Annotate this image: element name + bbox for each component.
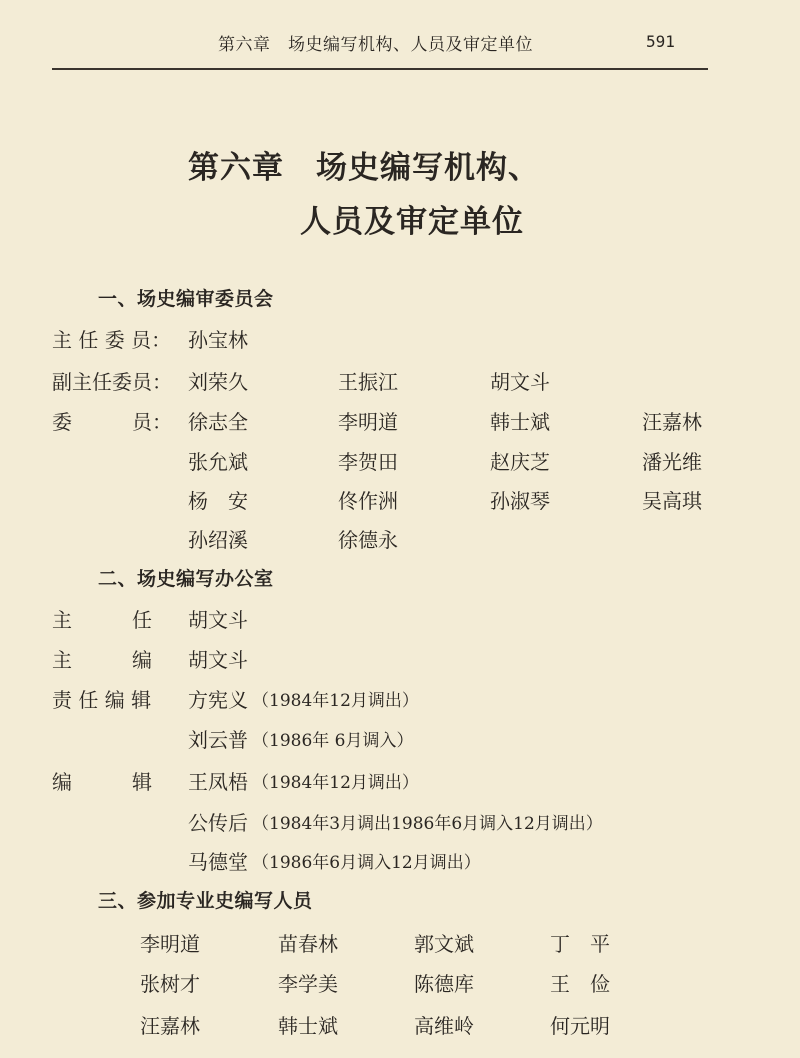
person-name: 李学美 (278, 972, 338, 996)
person-name: 郭文斌 (414, 932, 474, 956)
person-name: 高维岭 (414, 1014, 474, 1038)
person-name: 王凤梧 (188, 770, 248, 794)
person-name: 徐志全 (188, 410, 248, 434)
person-name: 丁 平 (550, 932, 610, 956)
person-name: 韩士斌 (278, 1014, 338, 1038)
person-name: 吴高琪 (642, 489, 702, 513)
person-name: 李贺田 (338, 450, 398, 474)
transfer-note: （1984年3月调出1986年6月调入12月调出） (252, 814, 603, 834)
page-number: 591 (646, 32, 675, 51)
person-name: 胡文斗 (188, 608, 248, 632)
person-name: 孙绍溪 (188, 528, 248, 552)
person-name: 苗春林 (278, 932, 338, 956)
person-name: 公传后 (188, 811, 248, 835)
person-name: 汪嘉林 (140, 1014, 200, 1038)
person-name: 刘云普 (188, 728, 248, 752)
person-name: 方宪义 (188, 688, 248, 712)
header-rule (52, 68, 708, 70)
person-name: 孙宝林 (188, 328, 248, 352)
person-name: 何元明 (550, 1014, 610, 1038)
transfer-note: （1986年 6月调入） (252, 731, 414, 751)
person-name: 李明道 (140, 932, 200, 956)
person-name: 潘光维 (642, 450, 702, 474)
person-name: 王振江 (338, 370, 398, 394)
transfer-note: （1984年12月调出） (252, 773, 419, 793)
chapter-title-line1: 第六章 场史编写机构、 (188, 150, 540, 186)
person-name: 佟作洲 (338, 489, 398, 513)
role-label-director: 主 任 委 员： (52, 328, 172, 352)
person-name: 汪嘉林 (642, 410, 702, 434)
role-label-member: 委 员： (52, 410, 172, 434)
person-name: 赵庆芝 (490, 450, 550, 474)
role-label-editor: 编 辑 (52, 770, 152, 794)
transfer-note: （1984年12月调出） (252, 691, 419, 711)
role-label-office-director: 主 任 (52, 608, 152, 632)
chapter-title-line2: 人员及审定单位 (300, 204, 524, 240)
person-name: 孙淑琴 (490, 489, 550, 513)
role-label-chief-editor: 主 编 (52, 648, 152, 672)
role-label-responsible-editor: 责 任 编 辑 (52, 688, 152, 712)
person-name: 徐德永 (338, 528, 398, 552)
person-name: 胡文斗 (188, 648, 248, 672)
person-name: 王 俭 (550, 972, 610, 996)
person-name: 马德堂 (188, 850, 248, 874)
section-heading-writers: 三、参加专业史编写人员 (98, 890, 313, 912)
transfer-note: （1986年6月调入12月调出） (252, 853, 481, 873)
section-heading-office: 二、场史编写办公室 (98, 568, 274, 590)
person-name: 刘荣久 (188, 370, 248, 394)
section-heading-committee: 一、场史编审委员会 (98, 288, 274, 310)
running-head: 第六章 场史编写机构、人员及审定单位 (218, 35, 533, 55)
role-label-deputy-director: 副主任委员： (52, 370, 172, 394)
person-name: 张允斌 (188, 450, 248, 474)
person-name: 张树才 (140, 972, 200, 996)
person-name: 胡文斗 (490, 370, 550, 394)
person-name: 李明道 (338, 410, 398, 434)
person-name: 韩士斌 (490, 410, 550, 434)
person-name: 陈德库 (414, 972, 474, 996)
person-name: 杨 安 (188, 489, 248, 513)
